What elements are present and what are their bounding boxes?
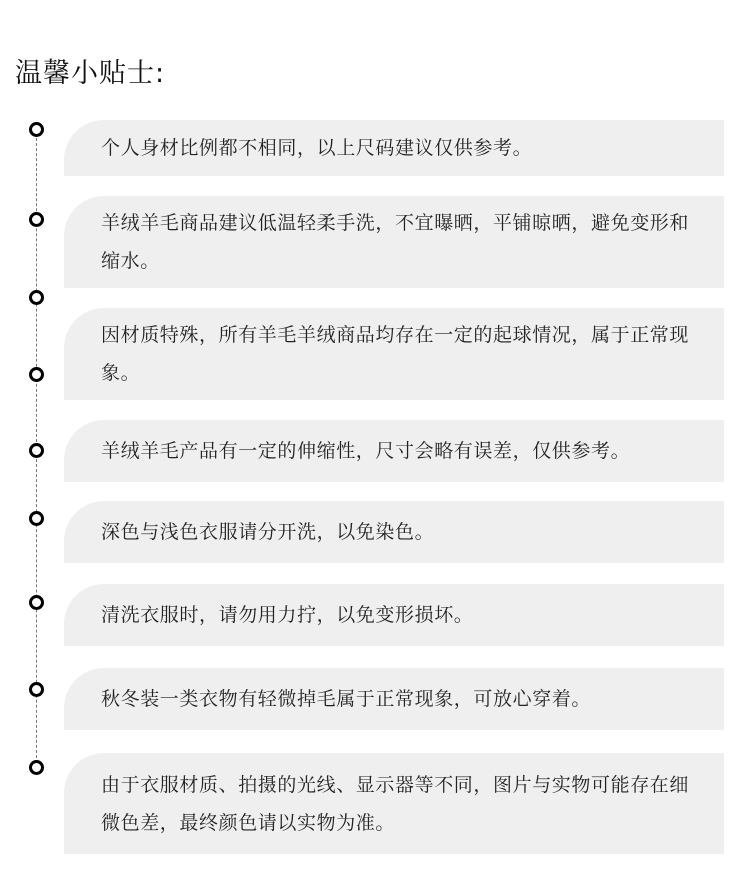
tip-card [64, 420, 724, 482]
tip-card [64, 584, 724, 646]
timeline-dot [29, 760, 44, 775]
timeline-dot [29, 443, 44, 458]
tip-text: 由于衣服材质、拍摄的光线、显示器等不同，图片与实物可能存在细微色差，最终颜色请以实物为准。 [101, 773, 690, 834]
timeline-dot [29, 290, 44, 305]
timeline-dot [29, 367, 44, 382]
tip-card [64, 308, 724, 400]
timeline-dot [29, 595, 44, 610]
tip-text: 羊绒羊毛产品有一定的伸缩性，尺寸会略有误差，仅供参考。 [101, 440, 631, 462]
tip-text: 因材质特殊，所有羊毛羊绒商品均存在一定的起球情况，属于正常现象。 [101, 324, 690, 384]
tip-text: 深色与浅色衣服请分开洗，以免染色。 [101, 521, 435, 543]
timeline-dot [29, 212, 44, 227]
timeline-dot [29, 511, 44, 526]
tip-text: 个人身材比例都不相同，以上尺码建议仅供参考。 [101, 137, 533, 159]
tip-card [64, 668, 724, 730]
tip-card [64, 501, 724, 563]
tip-text: 秋冬装一类衣物有轻微掉毛属于正常现象，可放心穿着。 [101, 688, 592, 710]
tip-card [64, 196, 724, 288]
tip-card [64, 120, 724, 176]
page-title: 温馨小贴士: [15, 58, 166, 89]
timeline-dot [29, 122, 44, 137]
tip-text: 羊绒羊毛商品建议低温轻柔手洗，不宜曝晒，平铺晾晒，避免变形和缩水。 [101, 212, 690, 272]
tip-text: 清洗衣服时，请勿用力拧，以免变形损坏。 [101, 604, 474, 626]
timeline-dot [29, 682, 44, 697]
tip-card [64, 753, 724, 854]
